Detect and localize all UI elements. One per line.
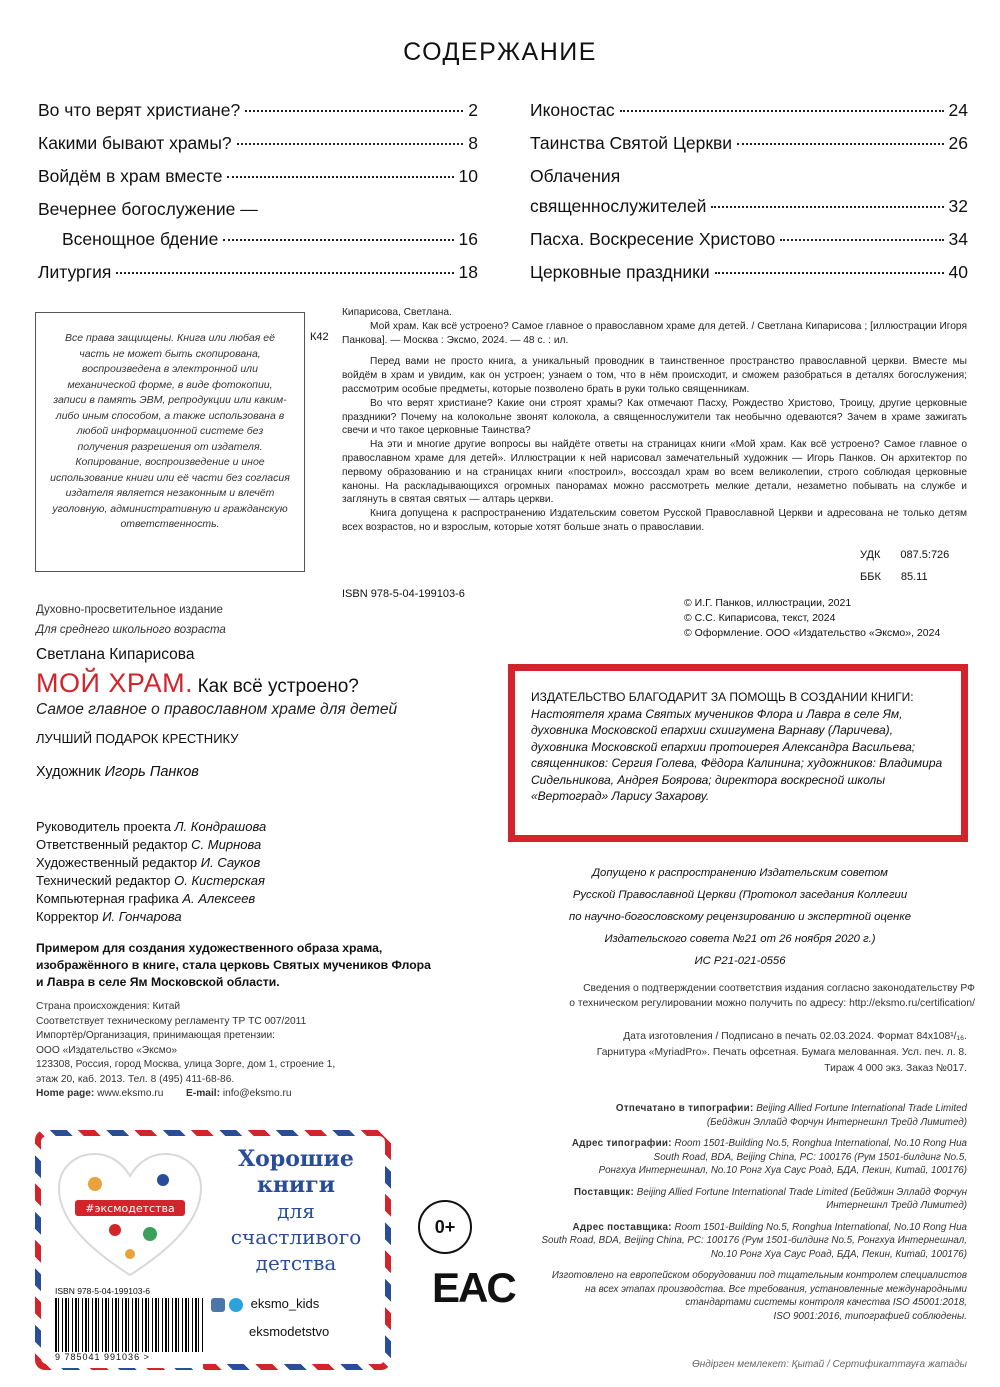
barcode-number: 9 785041 991036 > [55,1352,150,1362]
social-handle[interactable]: eksmo_kids [250,1296,320,1311]
toc-entry-page: 16 [458,229,478,249]
email-label: E-mail: [186,1088,221,1099]
toc-entry-label: Всенощное бдение [62,229,219,249]
print-address-label: Адрес типографии: [571,1138,672,1149]
book-subtitle: Самое главное о православном храме для детей [36,701,398,718]
crew-name: А. Алексеев [182,891,256,906]
decor-dot [143,1227,157,1241]
rights-notice: Все права защищены. Книга или любая её часть не может быть скопирована, воспроизведена в электронной или механической форме, в виде фотокопии, записи в память ЭВМ, репродукции или каким-либо иным способом, а также использована в любой информационной системе без получения разрешения от издателя. Копирование, воспроизведение и иное использование книги или её части без согласия издателя является незаконным и влечёт уголовную, административную и гражданскую ответственность. [35,312,305,572]
printed-name-ru: (Бейджин Эллайд Форчун Интернешнл Трейд Лимитед) [706,1116,967,1128]
toc-leader-dots [237,143,464,145]
biblio-record-line: Мой храм. Как всё устроено? Самое главное о православном храме для детей. / Светлана Кипарисова ; [иллюстрации Игоря Панкова]. — Москва : Эксмо, 2024. — 48 с. : ил. [342,320,967,346]
toc-leader-dots [780,239,943,241]
crew-name: И. Сауков [200,855,261,870]
toc-entry-prefix: Вечернее богослужение — [38,199,258,219]
crew-name: О. Кистерская [174,873,265,888]
print-address: Ронгхуа Интернешнал, No.10 Ронг Хуа Саус Роад, БДА, Пекин, Китай, 100176) [598,1165,967,1176]
toc-entry-label: Литургия [38,262,112,282]
toc-leader-dots [245,110,463,112]
made-line: Изготовлено на европейском оборудовании под тщательным контролем специалистов [551,1270,967,1281]
permit-line: Русской Православной Церкви (Протокол заседания Коллегии [572,889,908,901]
toc-entry-page: 2 [468,100,478,120]
slogan-line: для счастливого [230,1199,362,1249]
crew-role: Ответственный редактор [36,837,188,852]
home-link[interactable]: www.eksmo.ru [97,1088,164,1099]
crew-role: Компьютерная графика [36,891,179,906]
printed-label: Отпечатано в типографии: [615,1103,754,1114]
crew-member [36,818,266,836]
copyright-line: © Оформление. ООО «Издательство «Эксмо», 2024 [684,627,941,639]
toc-entry[interactable] [530,229,968,262]
social-links [211,1290,329,1346]
toc-entry[interactable] [38,100,478,133]
udk-value: 087.5:726 [900,549,950,561]
edition-block [36,604,456,780]
gift-line: ЛУЧШИЙ ПОДАРОК КРЕСТНИКУ [36,731,239,746]
crew-member [36,854,266,872]
edition-age: Для среднего школьного возраста [36,624,226,636]
toc-entry-page: 26 [948,133,968,153]
print-address: Room 1501-Building No.5, Ronghua International, No.10 Rong Hua [674,1138,967,1149]
toc-entry-label: Пасха. Воскресение Христово [530,229,776,249]
artist-name: Игорь Панков [104,764,199,780]
toc-leader-dots [223,239,453,241]
biblio-record [342,306,967,535]
postal-badge [35,1130,391,1370]
crew-list [36,818,266,926]
home-label: Home page: [36,1088,95,1099]
edition-type: Духовно-просветительное издание [36,604,223,616]
slogan-line: Хорошие [238,1146,354,1172]
slogan-line: книги [256,1172,336,1198]
annotation-p2: Во что верят христиане? Какие они строят храмы? Как отмечают Пасху, Рождество Христово, Троицу, другие церковные праздники? Почему на колокольне звонят колокола, а священнослужители так необычно одеваются? Зачем в храме зажигать свечи и что такое церковные Таинства? [342,397,967,437]
crew-member [36,890,266,908]
toc-entry-label: Таинства Святой Церкви [530,133,733,153]
toc-leader-dots [116,272,453,274]
toc-entry-page: 18 [458,262,478,282]
dates-line: Гарнитура «MyriadPro». Печать офсетная. Бумага мелованная. Усл. печ. л. 8. [596,1047,967,1058]
book-title-rest: Как всё устроено? [197,676,359,697]
eac-icon: EAC [432,1264,515,1311]
heart-icon [55,1150,205,1280]
toc-entry[interactable] [38,229,478,262]
toc-entry-page: 8 [468,133,478,153]
barcode-bars [55,1298,203,1352]
classification [860,544,961,588]
crew-name: Л. Кондрашова [174,819,267,834]
made-line: ISO 9001:2016, типографией соблюдены. [773,1310,967,1322]
importer: Импортёр/Организация, принимающая претензии: [36,1030,276,1041]
supplier: Beijing Allied Fortune International Trade Limited (Бейджин Эллайд Форчун [636,1186,967,1198]
barcode [55,1286,203,1368]
vk-icon [211,1298,225,1312]
author-name: Светлана Кипарисова [36,646,195,663]
toc-entry-page: 40 [948,262,968,282]
telegram-icon [229,1298,243,1312]
decor-dot [125,1249,135,1259]
permit-block [505,862,975,972]
toc-entry-page: 34 [948,229,968,249]
crew-member [36,908,266,926]
age-rating: 0+ [434,1216,456,1237]
kaz-line: Өндірген мемлекет: Қытай / Сертификаттауға жатады [691,1359,967,1370]
dates-line: Тираж 4 000 экз. Заказ №017. [824,1063,967,1074]
supplier-address: South Road, BDA, Beijing China, PC: 100176 (Рум 1501-билдинг No.5, Ронгхуа Интернешнал, [541,1235,967,1246]
thanks-box [508,664,968,842]
supplier-address: No.10 Ронг Хуа Саус Роад, БДА, Пекин, Китай, 100176) [710,1248,967,1260]
printed-name: Beijing Allied Fortune International Trade Limited [756,1103,967,1114]
toc-entry-page: 24 [948,100,968,120]
permit-line: по научно-богословскому рецензированию и экспертной оценке [569,911,911,923]
supplier-address: Room 1501-Building No.5, Ronghua International, No.10 Rong Hua [674,1221,967,1233]
bbk-value: 85.11 [900,571,928,583]
crew-role: Корректор [36,909,99,924]
made-line: стандартами системы контроля качества ISO 45001:2018, [685,1297,967,1308]
biblio-author: Кипарисова, Светлана. [342,307,452,318]
thanks-body: Настоятеля храма Святых мучеников Флора и Лавра в селе Ям, духовника Московской епархии схиигумена Варнаву (Ларичева), духовника Московской епархии протоиерея Александра Васильева; священников: Сергия Голева, Фёдора Калинина; художников: Владимира Сидельникова, Андрея Боярова; директора воскресной школы «Вертоград» Ларису Захарову. [531,706,943,803]
decor-dot [157,1174,169,1186]
toc-title: СОДЕРЖАНИЕ [403,38,597,66]
supplier-label: Поставщик: [573,1186,635,1198]
toc-entry-page: 32 [948,196,968,216]
annotation-p3: На эти и многие другие вопросы вы найдёте ответы на страницах книги «Мой храм. Как всё устроено? Самое главное о православном храме для детей». Иллюстрации к ней нарисовал замечательный художник — Игорь Панков. Он архитектор по первому образованию и на страницах книги «построил», воссоздал храм во всем великолепии, строго соблюдая церковные каноны. На раскладывающихся огромных панорамах можно рассмотреть мелкие детали, незаметно побывать на службе и заглянуть в святая святых — алтарь церкви. [342,439,967,506]
decor-dot [109,1224,121,1236]
annotation-p1: Перед вами не просто книга, а уникальный проводник в таинственное пространство православной церкви. Вместе мы войдём в храм и увидим, как он устроен; узнаем о том, что в нём происходит, и сможем разобраться в деталях богослужения; рассмотрим особые предметы, которые позволено брать в руки только священникам. [342,356,967,395]
heart-tag: #эксмодетства [85,1202,175,1215]
toc-entry[interactable] [38,262,478,295]
country: Страна происхождения: Китай [36,1001,181,1012]
toc-right-column [530,100,968,295]
artist-label: Художник [36,764,101,780]
conformity-line: Сведения о подтверждении соответствия издания согласно законодательству РФ [583,983,975,994]
permit-line: Издательского совета №21 от 26 ноября 2020 г.) [604,933,876,945]
toc-entry-label: Иконостас [530,100,615,120]
toc-leader-dots [620,110,944,112]
tech-reg: Соответствует техническому регламенту ТР ТС 007/2011 [36,1015,307,1027]
toc-entry-page: 10 [458,166,478,186]
copyright-line: © И.Г. Панков, иллюстрации, 2021 [684,597,852,609]
permit-line: ИС Р21-021-0556 [694,955,786,967]
printing-info [505,1102,967,1323]
made-line: на всех этапах производства. Все требования, установленные международными [585,1283,967,1295]
email-link[interactable]: info@eksmo.ru [222,1088,292,1099]
address-line: этаж 20, каб. 2013. Тел. 8 (495) 411-68-86. [36,1073,235,1085]
age-rating-badge [418,1200,472,1254]
crew-role: Технический редактор [36,873,171,888]
toc-entry-prefix: Облачения [530,166,621,186]
toc-leader-dots [227,176,453,178]
udk-label: УДК [860,549,881,561]
crew-member [36,872,266,890]
toc-entry-label: Какими бывают храмы? [38,133,232,153]
importer-name: ООО «Издательство «Эксмо» [36,1044,178,1056]
biblio-code: К42 [310,331,329,343]
toc-leader-dots [715,272,944,274]
dates-line: Дата изготовления / Подписано в печать 02.03.2024. Формат 84х108¹/₁₆. [623,1031,967,1042]
isbn: ISBN 978-5-04-199103-6 [342,588,465,600]
annotation-p4: Книга допущена к распространению Издательским советом Русской Православной Церкви и адресована не только детям всех возрастов, но и взрослым, которые хотят больше знать о православии. [342,508,967,533]
book-title: МОЙ ХРАМ. [36,668,194,698]
print-address: South Road, BDA, Beijing China, PC: 100176 (Рум 1501-билдинг No.5, [653,1151,967,1163]
model-note: Примером для создания художественного образа храма, изображённого в книге, стала церковь Святых мучеников Флора и Лавра в селе Ям Московской области. [36,941,431,989]
crew-role: Руководитель проекта [36,819,171,834]
copyrights [684,596,940,641]
toc-entry[interactable] [38,133,478,166]
crew-member [36,836,266,854]
conformity [505,981,975,1011]
toc-entry-label: Войдём в храм вместе [38,166,223,186]
toc-entry-label: Во что верят христиане? [38,100,241,120]
thanks-lead: ИЗДАТЕЛЬСТВО БЛАГОДАРИТ ЗА ПОМОЩЬ В СОЗДАНИИ КНИГИ: [531,690,914,704]
bbk-label: ББК [860,571,881,583]
decor-dot [88,1177,102,1191]
conformity-line: о техническом регулировании можно получить по адресу: http://eksmo.ru/certification/ [569,998,975,1009]
print-dates [505,1029,967,1077]
toc-leader-dots [711,206,943,208]
toc-left-column [38,100,478,295]
slogan-line: детства [255,1251,337,1275]
toc-entry-label: священнослужителей [530,196,707,216]
supplier: Интернешнл Трейд Лимитед) [826,1200,967,1211]
supplier-address-label: Адрес поставщика: [572,1221,672,1233]
address-line: 123308, Россия, город Москва, улица Зорге, дом 1, строение 1, [36,1059,336,1070]
copyright-line: © С.С. Кипарисова, текст, 2024 [684,612,836,624]
permit-line: Допущено к распространению Издательским советом [592,867,888,879]
slogan [211,1146,381,1276]
toc-leader-dots [737,143,943,145]
crew-name: И. Гончарова [102,909,182,924]
barcode-isbn: ISBN 978-5-04-199103-6 [55,1286,150,1296]
toc-entry[interactable] [530,262,968,295]
toc-entry[interactable] [530,100,968,133]
toc-entry[interactable] [530,133,968,166]
toc-entry[interactable] [530,196,968,229]
toc-entry[interactable] [38,166,478,199]
toc-entry-label: Церковные праздники [530,262,710,282]
crew-role: Художественный редактор [36,855,198,870]
legal-info [36,1000,456,1102]
postal-badge-inner [41,1136,385,1364]
crew-name: С. Мирнова [191,837,262,852]
social-handle[interactable]: eksmodetstvo [249,1324,330,1339]
